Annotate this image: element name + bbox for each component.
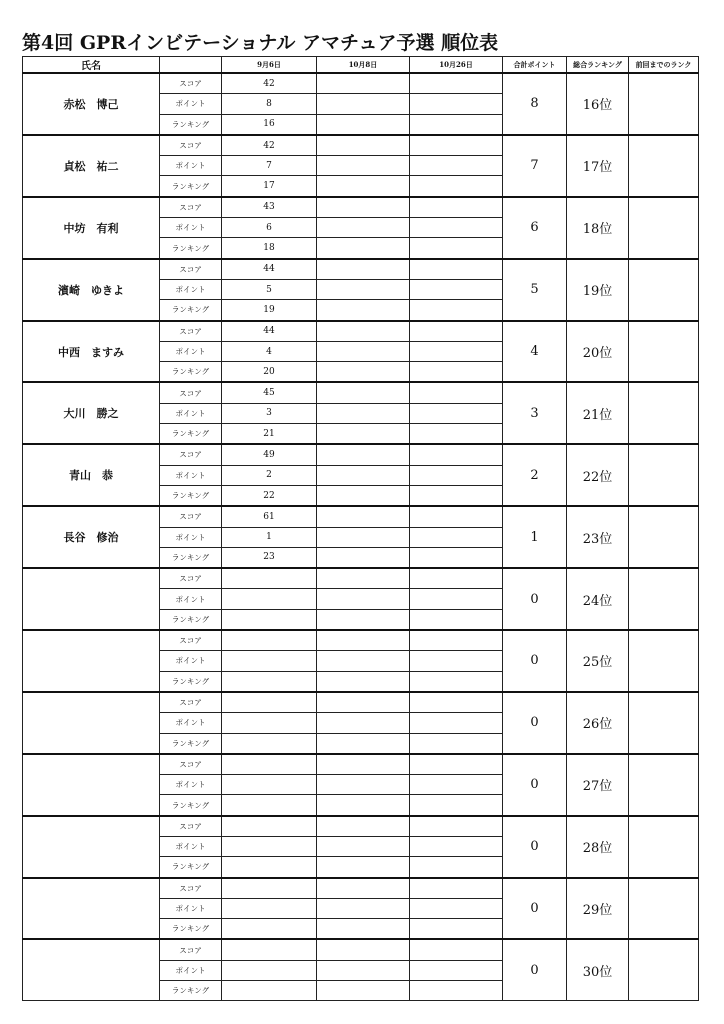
total-points: 0	[503, 692, 567, 754]
points-cell	[410, 156, 503, 176]
row-label-score: スコア	[160, 568, 222, 589]
points-cell: 4	[222, 341, 317, 361]
score-cell	[317, 135, 410, 156]
header-round-1: 9月6日	[222, 57, 317, 74]
ranking-cell	[410, 424, 503, 445]
ranking-cell	[410, 238, 503, 259]
player-block	[23, 630, 699, 692]
table-row	[23, 135, 699, 156]
player-name	[23, 630, 160, 692]
player-name	[23, 939, 160, 1000]
row-label-score: スコア	[160, 444, 222, 465]
previous-rank	[629, 197, 699, 259]
overall-rank: 23位	[567, 506, 629, 568]
points-cell	[317, 651, 410, 671]
overall-rank: 18位	[567, 197, 629, 259]
score-cell	[410, 197, 503, 218]
points-cell	[222, 898, 317, 918]
points-cell	[317, 589, 410, 609]
total-points: 0	[503, 630, 567, 692]
header-label	[160, 57, 222, 74]
ranking-cell: 20	[222, 362, 317, 383]
overall-rank: 27位	[567, 754, 629, 816]
row-label-score: スコア	[160, 382, 222, 403]
score-cell	[317, 878, 410, 899]
row-label-ranking: ランキング	[160, 919, 222, 940]
ranking-cell	[410, 609, 503, 630]
table-row	[23, 444, 699, 465]
ranking-cell	[222, 981, 317, 1001]
row-label-score: スコア	[160, 692, 222, 713]
ranking-cell	[410, 485, 503, 506]
previous-rank	[629, 630, 699, 692]
total-points: 0	[503, 754, 567, 816]
points-cell	[222, 836, 317, 856]
player-block	[23, 878, 699, 940]
table-row	[23, 506, 699, 527]
score-cell	[410, 816, 503, 837]
player-name: 赤松 博己	[23, 73, 160, 135]
table-row	[23, 73, 699, 94]
ranking-cell	[410, 671, 503, 692]
points-cell	[317, 465, 410, 485]
ranking-cell: 16	[222, 114, 317, 135]
row-label-score: スコア	[160, 197, 222, 218]
overall-rank: 21位	[567, 382, 629, 444]
points-cell	[222, 960, 317, 980]
score-cell: 49	[222, 444, 317, 465]
player-block	[23, 568, 699, 630]
row-label-score: スコア	[160, 506, 222, 527]
player-name: 青山 恭	[23, 444, 160, 506]
score-cell	[410, 321, 503, 342]
row-label-ranking: ランキング	[160, 547, 222, 568]
points-cell	[410, 836, 503, 856]
previous-rank	[629, 939, 699, 1000]
score-cell	[222, 816, 317, 837]
ranking-cell	[410, 981, 503, 1001]
points-cell	[222, 775, 317, 795]
total-points: 6	[503, 197, 567, 259]
player-name	[23, 568, 160, 630]
points-cell: 2	[222, 465, 317, 485]
score-cell: 61	[222, 506, 317, 527]
header-prev-rank: 前回までのランク	[629, 57, 699, 74]
points-cell	[410, 898, 503, 918]
ranking-cell	[410, 919, 503, 940]
score-cell	[410, 382, 503, 403]
ranking-cell	[317, 362, 410, 383]
overall-rank: 28位	[567, 816, 629, 878]
points-cell	[317, 403, 410, 423]
row-label-ranking: ランキング	[160, 981, 222, 1001]
row-label-ranking: ランキング	[160, 238, 222, 259]
player-block	[23, 73, 699, 135]
score-cell	[317, 568, 410, 589]
player-block	[23, 444, 699, 506]
score-cell	[222, 878, 317, 899]
row-label-ranking: ランキング	[160, 609, 222, 630]
ranking-cell	[317, 919, 410, 940]
ranking-cell	[317, 114, 410, 135]
ranking-cell	[410, 176, 503, 197]
previous-rank	[629, 754, 699, 816]
points-cell	[317, 156, 410, 176]
score-cell	[410, 630, 503, 651]
player-block	[23, 692, 699, 754]
table-row	[23, 692, 699, 713]
points-cell: 5	[222, 279, 317, 299]
points-cell: 3	[222, 403, 317, 423]
overall-rank: 24位	[567, 568, 629, 630]
header-total-points: 合計ポイント	[503, 57, 567, 74]
row-label-ranking: ランキング	[160, 671, 222, 692]
points-cell	[317, 341, 410, 361]
header-overall-rank: 総合ランキング	[567, 57, 629, 74]
row-label-ranking: ランキング	[160, 424, 222, 445]
score-cell	[317, 754, 410, 775]
player-block	[23, 816, 699, 878]
header-round-2: 10月8日	[317, 57, 410, 74]
score-cell: 45	[222, 382, 317, 403]
score-cell	[317, 321, 410, 342]
ranking-cell	[222, 857, 317, 878]
row-label-points: ポイント	[160, 898, 222, 918]
previous-rank	[629, 135, 699, 197]
ranking-cell	[410, 795, 503, 816]
score-cell: 44	[222, 259, 317, 280]
ranking-cell	[317, 238, 410, 259]
score-cell	[410, 135, 503, 156]
points-cell	[410, 94, 503, 114]
ranking-cell	[222, 733, 317, 754]
total-points: 2	[503, 444, 567, 506]
row-label-points: ポイント	[160, 589, 222, 609]
player-block	[23, 382, 699, 444]
score-cell	[317, 259, 410, 280]
ranking-cell	[317, 176, 410, 197]
points-cell: 8	[222, 94, 317, 114]
table-row	[23, 754, 699, 775]
points-cell	[222, 589, 317, 609]
player-block	[23, 135, 699, 197]
table-row	[23, 382, 699, 403]
overall-rank: 16位	[567, 73, 629, 135]
previous-rank	[629, 321, 699, 383]
row-label-score: スコア	[160, 259, 222, 280]
total-points: 3	[503, 382, 567, 444]
row-label-score: スコア	[160, 816, 222, 837]
score-cell	[317, 816, 410, 837]
previous-rank	[629, 878, 699, 940]
table-row	[23, 939, 699, 960]
player-name	[23, 692, 160, 754]
score-cell	[410, 692, 503, 713]
score-cell	[317, 73, 410, 94]
points-cell	[317, 898, 410, 918]
ranking-cell	[410, 857, 503, 878]
score-cell: 42	[222, 73, 317, 94]
ranking-cell	[317, 671, 410, 692]
row-label-points: ポイント	[160, 651, 222, 671]
points-cell	[317, 960, 410, 980]
player-block	[23, 506, 699, 568]
player-name: 大川 勝之	[23, 382, 160, 444]
table-row	[23, 197, 699, 218]
overall-rank: 19位	[567, 259, 629, 321]
row-label-score: スコア	[160, 754, 222, 775]
table-row	[23, 321, 699, 342]
score-cell	[222, 568, 317, 589]
overall-rank: 29位	[567, 878, 629, 940]
total-points: 0	[503, 878, 567, 940]
points-cell	[317, 279, 410, 299]
total-points: 0	[503, 568, 567, 630]
ranking-cell	[222, 795, 317, 816]
row-label-points: ポイント	[160, 713, 222, 733]
score-cell	[410, 259, 503, 280]
player-name	[23, 878, 160, 940]
points-cell	[410, 960, 503, 980]
points-cell	[410, 651, 503, 671]
overall-rank: 25位	[567, 630, 629, 692]
ranking-cell	[410, 547, 503, 568]
player-name: 貞松 祐二	[23, 135, 160, 197]
ranking-cell	[317, 733, 410, 754]
score-cell	[317, 630, 410, 651]
overall-rank: 26位	[567, 692, 629, 754]
overall-rank: 30位	[567, 939, 629, 1000]
score-cell	[317, 197, 410, 218]
points-cell	[317, 775, 410, 795]
points-cell	[410, 589, 503, 609]
score-cell	[410, 754, 503, 775]
points-cell	[410, 218, 503, 238]
points-cell	[317, 527, 410, 547]
row-label-points: ポイント	[160, 465, 222, 485]
header-row	[23, 57, 699, 74]
table-row	[23, 816, 699, 837]
ranking-cell: 22	[222, 485, 317, 506]
score-cell	[410, 568, 503, 589]
score-cell	[317, 939, 410, 960]
score-cell	[222, 692, 317, 713]
table-row	[23, 259, 699, 280]
points-cell	[317, 713, 410, 733]
ranking-cell: 19	[222, 300, 317, 321]
previous-rank	[629, 73, 699, 135]
row-label-points: ポイント	[160, 94, 222, 114]
player-name	[23, 754, 160, 816]
row-label-score: スコア	[160, 939, 222, 960]
ranking-cell	[410, 114, 503, 135]
row-label-points: ポイント	[160, 156, 222, 176]
score-cell	[410, 939, 503, 960]
page-title: 第4回 GPRインビテーショナル アマチュア予選 順位表	[22, 32, 499, 54]
score-cell	[410, 506, 503, 527]
points-cell	[410, 341, 503, 361]
previous-rank	[629, 444, 699, 506]
ranking-cell	[317, 609, 410, 630]
previous-rank	[629, 568, 699, 630]
score-cell	[317, 506, 410, 527]
ranking-cell: 18	[222, 238, 317, 259]
row-label-points: ポイント	[160, 341, 222, 361]
ranking-cell	[317, 857, 410, 878]
points-cell	[410, 775, 503, 795]
points-cell	[222, 713, 317, 733]
player-name: 中坊 有利	[23, 197, 160, 259]
points-cell	[410, 465, 503, 485]
row-label-ranking: ランキング	[160, 857, 222, 878]
ranking-cell	[317, 547, 410, 568]
player-block	[23, 197, 699, 259]
row-label-points: ポイント	[160, 403, 222, 423]
points-cell	[317, 94, 410, 114]
player-block	[23, 754, 699, 816]
total-points: 4	[503, 321, 567, 383]
score-cell: 44	[222, 321, 317, 342]
score-cell	[317, 382, 410, 403]
ranking-cell	[317, 300, 410, 321]
score-cell	[410, 878, 503, 899]
row-label-score: スコア	[160, 73, 222, 94]
player-name: 長谷 修治	[23, 506, 160, 568]
player-name: 濱崎 ゆきよ	[23, 259, 160, 321]
previous-rank	[629, 816, 699, 878]
row-label-points: ポイント	[160, 527, 222, 547]
ranking-cell	[410, 362, 503, 383]
points-cell	[317, 836, 410, 856]
total-points: 0	[503, 816, 567, 878]
points-cell	[222, 651, 317, 671]
ranking-cell: 17	[222, 176, 317, 197]
points-cell: 6	[222, 218, 317, 238]
row-label-score: スコア	[160, 321, 222, 342]
table-row	[23, 878, 699, 899]
score-cell	[222, 754, 317, 775]
row-label-points: ポイント	[160, 960, 222, 980]
score-cell	[222, 939, 317, 960]
score-cell	[317, 444, 410, 465]
points-cell: 1	[222, 527, 317, 547]
previous-rank	[629, 692, 699, 754]
row-label-ranking: ランキング	[160, 485, 222, 506]
points-cell	[410, 713, 503, 733]
row-label-points: ポイント	[160, 218, 222, 238]
table-row	[23, 568, 699, 589]
points-cell: 7	[222, 156, 317, 176]
overall-rank: 20位	[567, 321, 629, 383]
row-label-ranking: ランキング	[160, 176, 222, 197]
ranking-cell: 21	[222, 424, 317, 445]
player-block	[23, 321, 699, 383]
total-points: 1	[503, 506, 567, 568]
ranking-cell	[317, 795, 410, 816]
score-cell	[222, 630, 317, 651]
player-block	[23, 259, 699, 321]
previous-rank	[629, 382, 699, 444]
total-points: 0	[503, 939, 567, 1000]
row-label-ranking: ランキング	[160, 300, 222, 321]
table-row	[23, 630, 699, 651]
score-cell	[410, 444, 503, 465]
row-label-points: ポイント	[160, 775, 222, 795]
standings-table	[22, 56, 699, 1001]
row-label-ranking: ランキング	[160, 362, 222, 383]
row-label-points: ポイント	[160, 279, 222, 299]
total-points: 8	[503, 73, 567, 135]
ranking-cell: 23	[222, 547, 317, 568]
ranking-cell	[222, 671, 317, 692]
score-cell: 42	[222, 135, 317, 156]
ranking-cell	[317, 981, 410, 1001]
overall-rank: 22位	[567, 444, 629, 506]
row-label-points: ポイント	[160, 836, 222, 856]
previous-rank	[629, 259, 699, 321]
ranking-cell	[222, 609, 317, 630]
ranking-cell	[410, 300, 503, 321]
points-cell	[317, 218, 410, 238]
row-label-ranking: ランキング	[160, 114, 222, 135]
total-points: 5	[503, 259, 567, 321]
row-label-ranking: ランキング	[160, 733, 222, 754]
row-label-ranking: ランキング	[160, 795, 222, 816]
points-cell	[410, 527, 503, 547]
header-name: 氏名	[23, 57, 160, 74]
player-name	[23, 816, 160, 878]
overall-rank: 17位	[567, 135, 629, 197]
ranking-cell	[317, 424, 410, 445]
row-label-score: スコア	[160, 135, 222, 156]
score-cell: 43	[222, 197, 317, 218]
score-cell	[410, 73, 503, 94]
total-points: 7	[503, 135, 567, 197]
player-block	[23, 939, 699, 1000]
points-cell	[410, 279, 503, 299]
points-cell	[410, 403, 503, 423]
ranking-cell	[410, 733, 503, 754]
row-label-score: スコア	[160, 630, 222, 651]
row-label-score: スコア	[160, 878, 222, 899]
header-round-3: 10月26日	[410, 57, 503, 74]
player-name: 中西 ますみ	[23, 321, 160, 383]
ranking-cell	[222, 919, 317, 940]
score-cell	[317, 692, 410, 713]
previous-rank	[629, 506, 699, 568]
ranking-cell	[317, 485, 410, 506]
